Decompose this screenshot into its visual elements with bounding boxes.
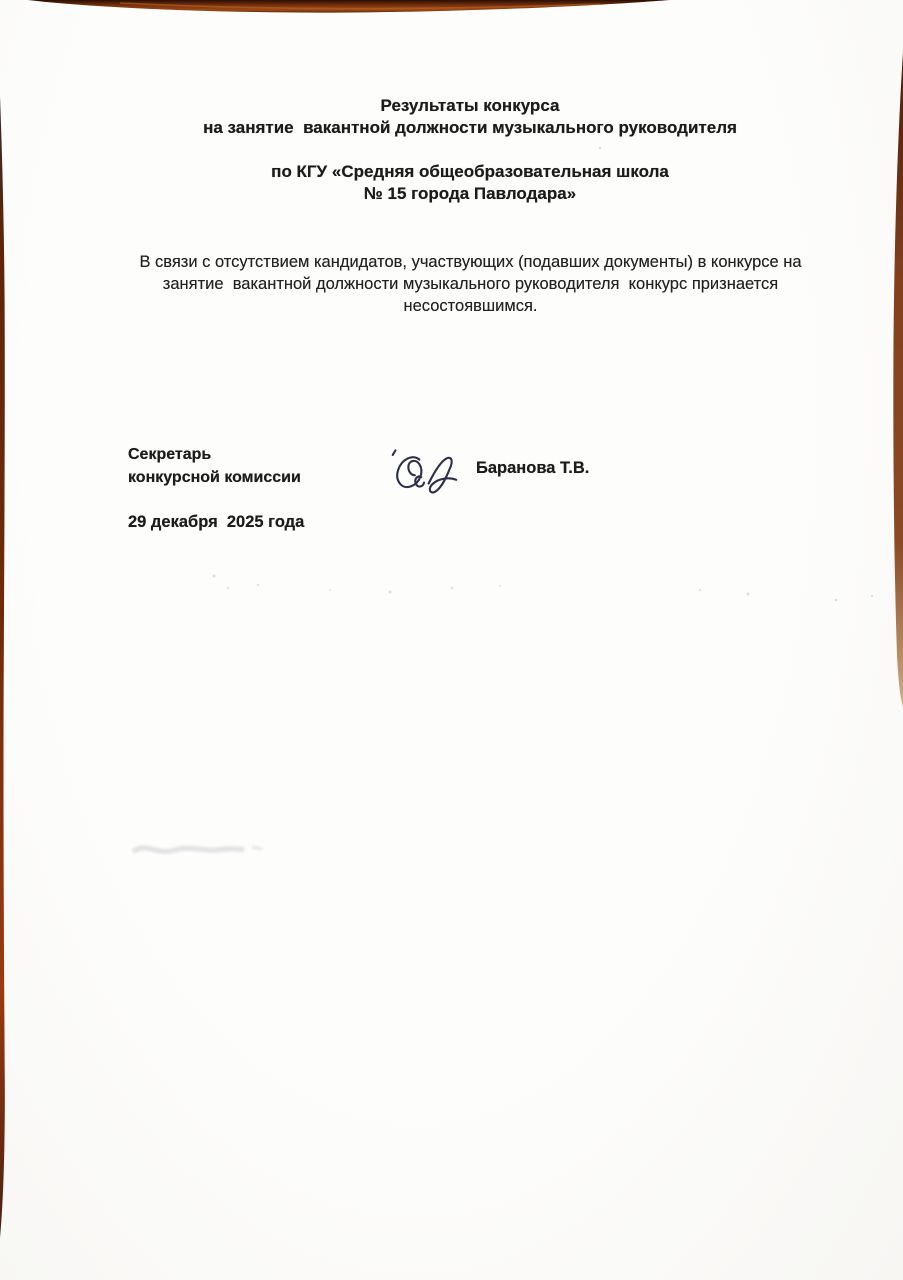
wood-top-sliver — [28, 0, 670, 13]
signer-role-line-2: конкурсной комиссии — [128, 469, 301, 486]
scan-specks — [213, 147, 874, 602]
document-date: 29 декабря 2025 года — [128, 513, 305, 531]
title-line-2: на занятие вакантной должности музыкального руководителя — [203, 118, 737, 137]
title-org-line-2: № 15 города Павлодара» — [363, 184, 577, 203]
body-line-1: В связи с отсутствием кандидатов, участвующих (подавших документы) в конкурсе на — [139, 253, 802, 271]
handwritten-signature — [378, 445, 470, 499]
title-gap — [125, 139, 815, 161]
signer-role — [128, 443, 301, 489]
title-line-1: Результаты конкурса — [380, 96, 560, 115]
wood-left-sliver — [0, 96, 5, 1238]
title-org-line-1: по КГУ «Средняя общеобразовательная школа — [271, 162, 669, 181]
signature-block — [128, 443, 688, 513]
wood-right-sliver — [893, 52, 903, 707]
body-line-3: несостоявшимся. — [403, 297, 538, 315]
document-body-paragraph — [118, 251, 823, 317]
body-line-2: занятие вакантной должности музыкального руководителя конкурс признается — [162, 275, 779, 293]
signer-name: Баранова Т.В. — [476, 459, 590, 477]
signer-role-line-1: Секретарь — [128, 446, 212, 463]
document-title — [125, 95, 815, 205]
bleed-through-smudge — [133, 847, 262, 852]
